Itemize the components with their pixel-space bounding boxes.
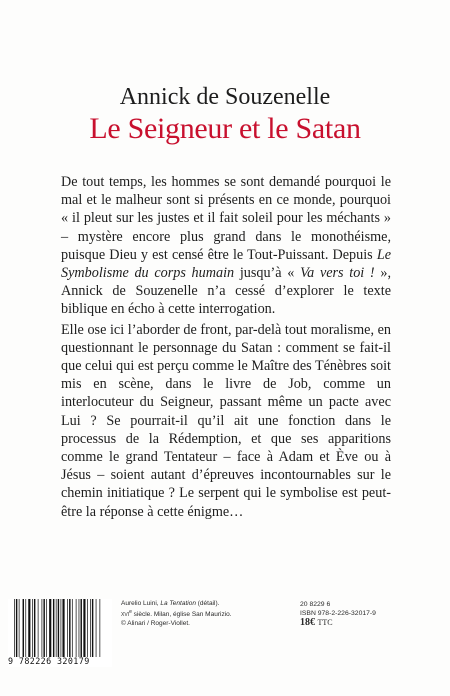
barcode-bar [81,599,82,657]
barcode-bar [58,599,59,657]
barcode-bar [42,599,43,657]
barcode-bar [76,599,77,657]
barcode-bar [100,599,101,657]
credit-line: xvi$^e$ siècle. Milan, église San Maurizio. [121,609,232,619]
barcode-bar [14,599,15,657]
barcode-bar [87,599,88,657]
price-suffix: TTC [317,618,333,627]
barcode-bar [72,599,73,657]
author-name: Annick de Souzenelle [119,84,331,110]
barcode-bar [62,599,64,657]
isbn-number: ISBN 978-2-226-32017-9 [300,610,376,617]
barcode-bar [61,599,62,657]
barcode-bar [23,599,24,657]
barcode-bar [28,599,30,657]
price: 18€ TTC [300,617,333,628]
barcode-bar [56,599,57,657]
barcode-digits: 9 782226 320179 [8,656,90,666]
barcode-bar [90,599,91,657]
cited-work-title: Va vers toi ! [300,265,375,282]
cited-work-title: Le Symbolisme du corps humain [61,246,391,282]
barcode-bar [96,599,97,657]
barcode-bars [14,599,110,657]
credit-line: Aurelio Luini, La Tentation (détail). [121,600,220,607]
barcode-bar [19,599,20,657]
product-info [300,600,390,627]
barcode-bar [79,599,80,657]
blurb-paragraph-2: Elle ose ici l’aborder de front, par-delà tout moralisme, en questionnant le personnage du Satan : comment se fait-il que celui qui est perçu comme le Maître des Ténèbres soit mis en scène, dans le livre de Job, comme un interlocuteur du Seigneur, passant même un pacte avec Lui ? Se pourrait-il qu’il ait une fonction dans le processus de la Rédemption, et que ses apparitions comme le grand Tentateur – face à Adam et Ève ou à Jésus – soient autant d’épreuves incontournables sur le chemin initiatique ? Le serpent qui le symbolise est peut-être la réponse à cette énigme… [61,321,391,520]
barcode-bar [16,599,17,657]
product-code: 20 8229 6 [300,601,331,608]
barcode-bar [38,599,39,657]
barcode-bar [83,599,85,657]
isbn-barcode [8,599,112,667]
blurb [61,173,391,523]
blurb-text: jusqu’à « [234,265,301,282]
barcode-bar [25,599,26,657]
book-title: Le Seigneur et le Satan [89,112,361,145]
barcode-bar [49,599,51,657]
blurb-text: », Annick de Souzenelle n’a cessé d’explorer le texte biblique en écho à cette interrogation. [61,265,391,318]
barcode-bar [32,599,33,657]
credit-line: © Alinari / Roger-Viollet. [121,619,190,627]
barcode-bar [92,599,93,657]
cover-credits [121,600,311,628]
barcode-bar [43,599,44,657]
barcode-bar [46,599,47,657]
barcode-bar [34,599,35,657]
barcode-bar [67,599,68,657]
blurb-text: De tout temps, les hommes se sont demandé pourquoi le mal et le malheur sont si présents en ce monde, pourquoi « il pleut sur les justes et il fait soleil pour les méchants » – mystère encore plus grand dans le monothéisme, puisque Dieu y est censé être le Tout-Puissant. Depuis [61,174,391,263]
barcode-bar [53,599,54,657]
blurb-paragraph-1 [61,173,391,319]
artwork-title: La Tentation [160,600,196,607]
barcode-bar [69,599,70,657]
